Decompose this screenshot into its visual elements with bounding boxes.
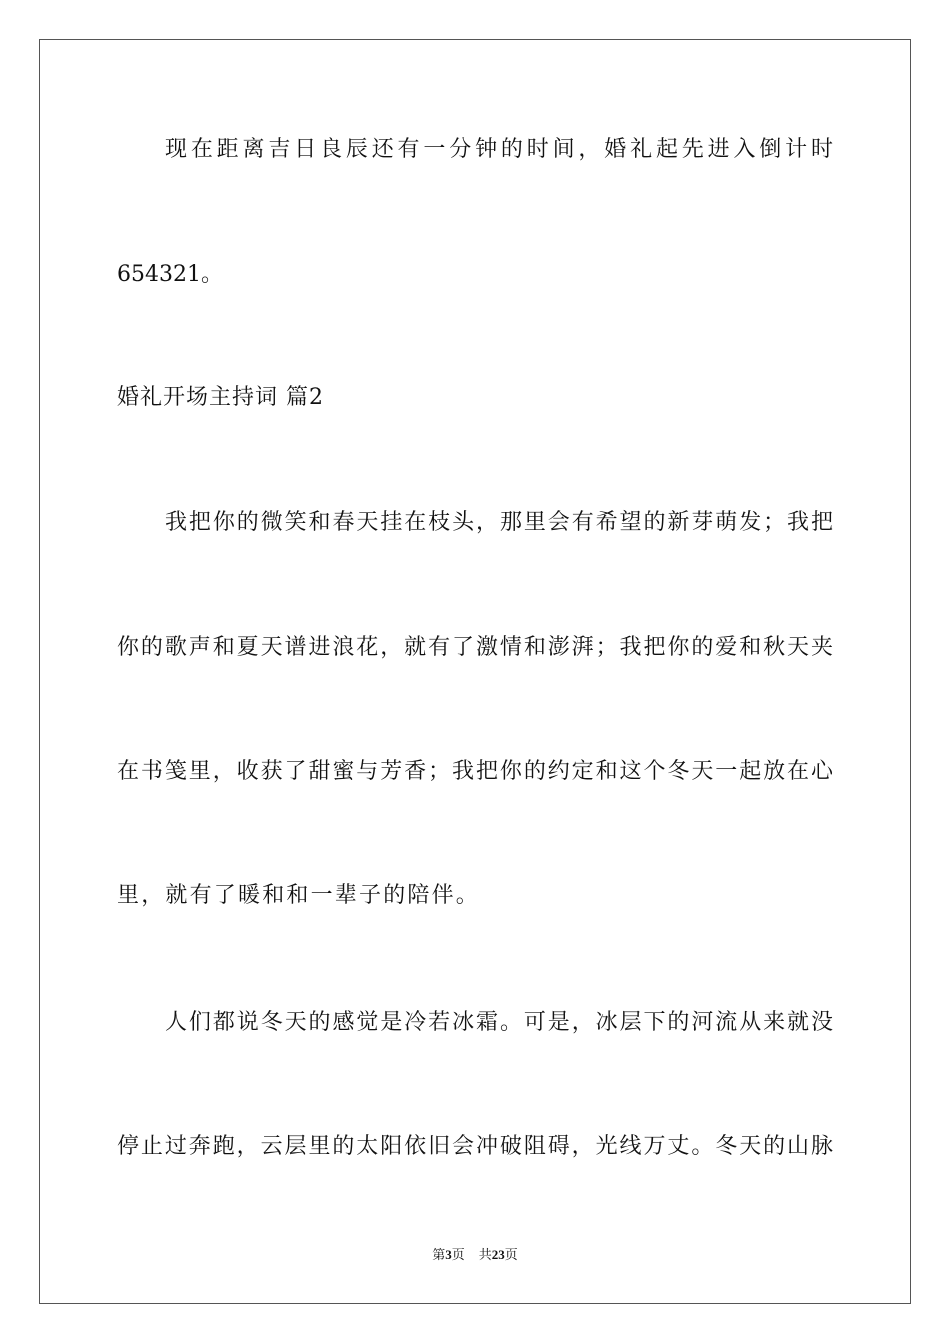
total-label-suffix: 页 bbox=[504, 1247, 518, 1262]
total-pages: 23 bbox=[491, 1247, 505, 1262]
paragraph-line: 654321。 bbox=[117, 262, 223, 287]
paragraph-line: 我把你的微笑和春天挂在枝头，那里会有希望的新芽萌发；我把 bbox=[165, 510, 833, 535]
paragraph-line: 你的歌声和夏天谱进浪花，就有了激情和澎湃；我把你的爱和秋天夹 bbox=[117, 635, 833, 660]
paragraph-line: 人们都说冬天的感觉是冷若冰霜。可是，冰层下的河流从来就没 bbox=[165, 1010, 833, 1035]
paragraph-line: 里，就有了暖和和一辈子的陪伴。 bbox=[117, 883, 481, 908]
page-number: 3 bbox=[445, 1247, 452, 1262]
page-label-suffix: 页 bbox=[451, 1247, 465, 1262]
page-border bbox=[39, 39, 911, 1304]
paragraph-line: 在书笺里，收获了甜蜜与芳香；我把你的约定和这个冬天一起放在心 bbox=[117, 759, 833, 784]
total-label-prefix: 共 bbox=[478, 1247, 492, 1262]
paragraph-line: 现在距离吉日良辰还有一分钟的时间，婚礼起先进入倒计时 bbox=[165, 137, 833, 162]
section-heading: 婚礼开场主持词 篇2 bbox=[117, 385, 324, 410]
page-footer bbox=[0, 1246, 950, 1264]
page-label-prefix: 第 bbox=[432, 1247, 446, 1262]
paragraph-line: 停止过奔跑，云层里的太阳依旧会冲破阻碍，光线万丈。冬天的山脉 bbox=[117, 1134, 833, 1159]
